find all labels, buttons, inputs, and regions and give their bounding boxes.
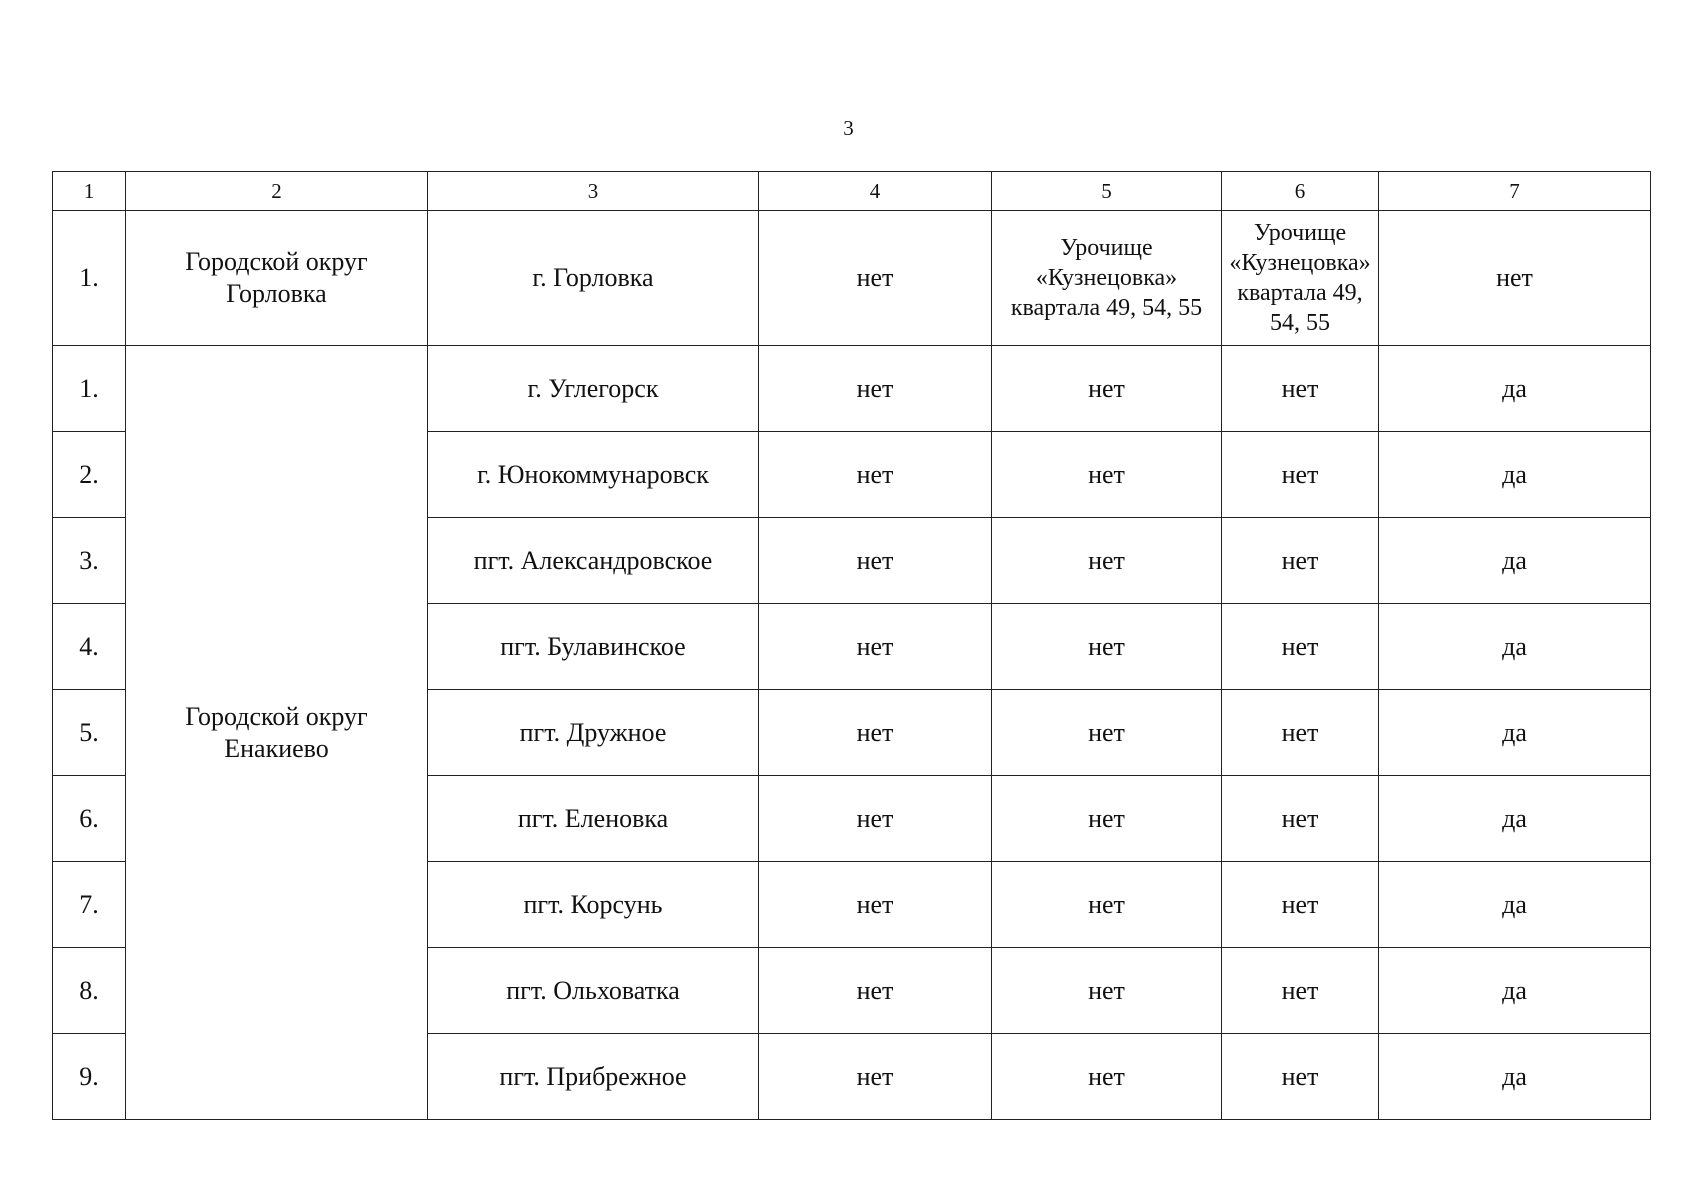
- col6-cell: нет: [1222, 776, 1379, 862]
- column-number: 6: [1222, 172, 1379, 211]
- page-number: 3: [843, 116, 854, 140]
- column-number-row: [53, 172, 1651, 211]
- col5-cell: нет: [992, 862, 1222, 948]
- col5-cell: нет: [992, 346, 1222, 432]
- settlement-cell: пгт. Булавинское: [428, 604, 759, 690]
- col7-cell: да: [1379, 862, 1651, 948]
- settlement-cell: пгт. Еленовка: [428, 776, 759, 862]
- col4-cell: нет: [759, 690, 992, 776]
- col7-cell: да: [1379, 776, 1651, 862]
- col6-cell: нет: [1222, 690, 1379, 776]
- settlement-cell: г. Углегорск: [428, 346, 759, 432]
- column-number: 1: [53, 172, 126, 211]
- settlement-cell: г. Юнокоммунаровск: [428, 432, 759, 518]
- col5-cell: нет: [992, 518, 1222, 604]
- row-number: 5.: [53, 690, 126, 776]
- col4-cell: нет: [759, 1034, 992, 1120]
- col5-cell: Урочище «Кузнецовка» квартала 49, 54, 55: [992, 211, 1222, 346]
- column-number: 4: [759, 172, 992, 211]
- col6-cell: нет: [1222, 518, 1379, 604]
- settlement-cell: пгт. Ольховатка: [428, 948, 759, 1034]
- col7-cell: нет: [1379, 211, 1651, 346]
- column-number: 2: [126, 172, 428, 211]
- col4-cell: нет: [759, 518, 992, 604]
- col7-cell: да: [1379, 604, 1651, 690]
- column-number: 7: [1379, 172, 1651, 211]
- col5-cell: нет: [992, 1034, 1222, 1120]
- col7-cell: да: [1379, 518, 1651, 604]
- row-number: 4.: [53, 604, 126, 690]
- settlement-cell: пгт. Прибрежное: [428, 1034, 759, 1120]
- row-number: 7.: [53, 862, 126, 948]
- settlement-cell: г. Горловка: [428, 211, 759, 346]
- col4-cell: нет: [759, 211, 992, 346]
- row-number: 2.: [53, 432, 126, 518]
- col7-cell: да: [1379, 948, 1651, 1034]
- col4-cell: нет: [759, 948, 992, 1034]
- row-number: 8.: [53, 948, 126, 1034]
- col6-cell: нет: [1222, 346, 1379, 432]
- col5-cell: нет: [992, 604, 1222, 690]
- col4-cell: нет: [759, 604, 992, 690]
- col4-cell: нет: [759, 862, 992, 948]
- col7-cell: да: [1379, 432, 1651, 518]
- col6-cell: нет: [1222, 1034, 1379, 1120]
- district-cell: Городской округ Горловка: [126, 211, 428, 346]
- column-number: 3: [428, 172, 759, 211]
- col5-cell: нет: [992, 776, 1222, 862]
- col6-cell: нет: [1222, 862, 1379, 948]
- col6-cell: Урочище «Кузнецовка» квартала 49, 54, 55: [1222, 211, 1379, 346]
- row-number: 3.: [53, 518, 126, 604]
- settlement-cell: пгт. Александровское: [428, 518, 759, 604]
- col5-cell: нет: [992, 690, 1222, 776]
- table-row: [53, 346, 1651, 432]
- col7-cell: да: [1379, 1034, 1651, 1120]
- table-body: [53, 172, 1651, 1120]
- settlements-table: [52, 171, 1651, 1120]
- row-number: 9.: [53, 1034, 126, 1120]
- table-row: [53, 211, 1651, 346]
- col4-cell: нет: [759, 432, 992, 518]
- row-number: 6.: [53, 776, 126, 862]
- column-number: 5: [992, 172, 1222, 211]
- col7-cell: да: [1379, 346, 1651, 432]
- settlement-cell: пгт. Дружное: [428, 690, 759, 776]
- col6-cell: нет: [1222, 432, 1379, 518]
- settlement-cell: пгт. Корсунь: [428, 862, 759, 948]
- col4-cell: нет: [759, 346, 992, 432]
- row-number: 1.: [53, 346, 126, 432]
- col5-cell: нет: [992, 948, 1222, 1034]
- col7-cell: да: [1379, 690, 1651, 776]
- district-cell: Городской округ Енакиево: [126, 346, 428, 1120]
- col5-cell: нет: [992, 432, 1222, 518]
- col4-cell: нет: [759, 776, 992, 862]
- col6-cell: нет: [1222, 948, 1379, 1034]
- col6-cell: нет: [1222, 604, 1379, 690]
- row-number: 1.: [53, 211, 126, 346]
